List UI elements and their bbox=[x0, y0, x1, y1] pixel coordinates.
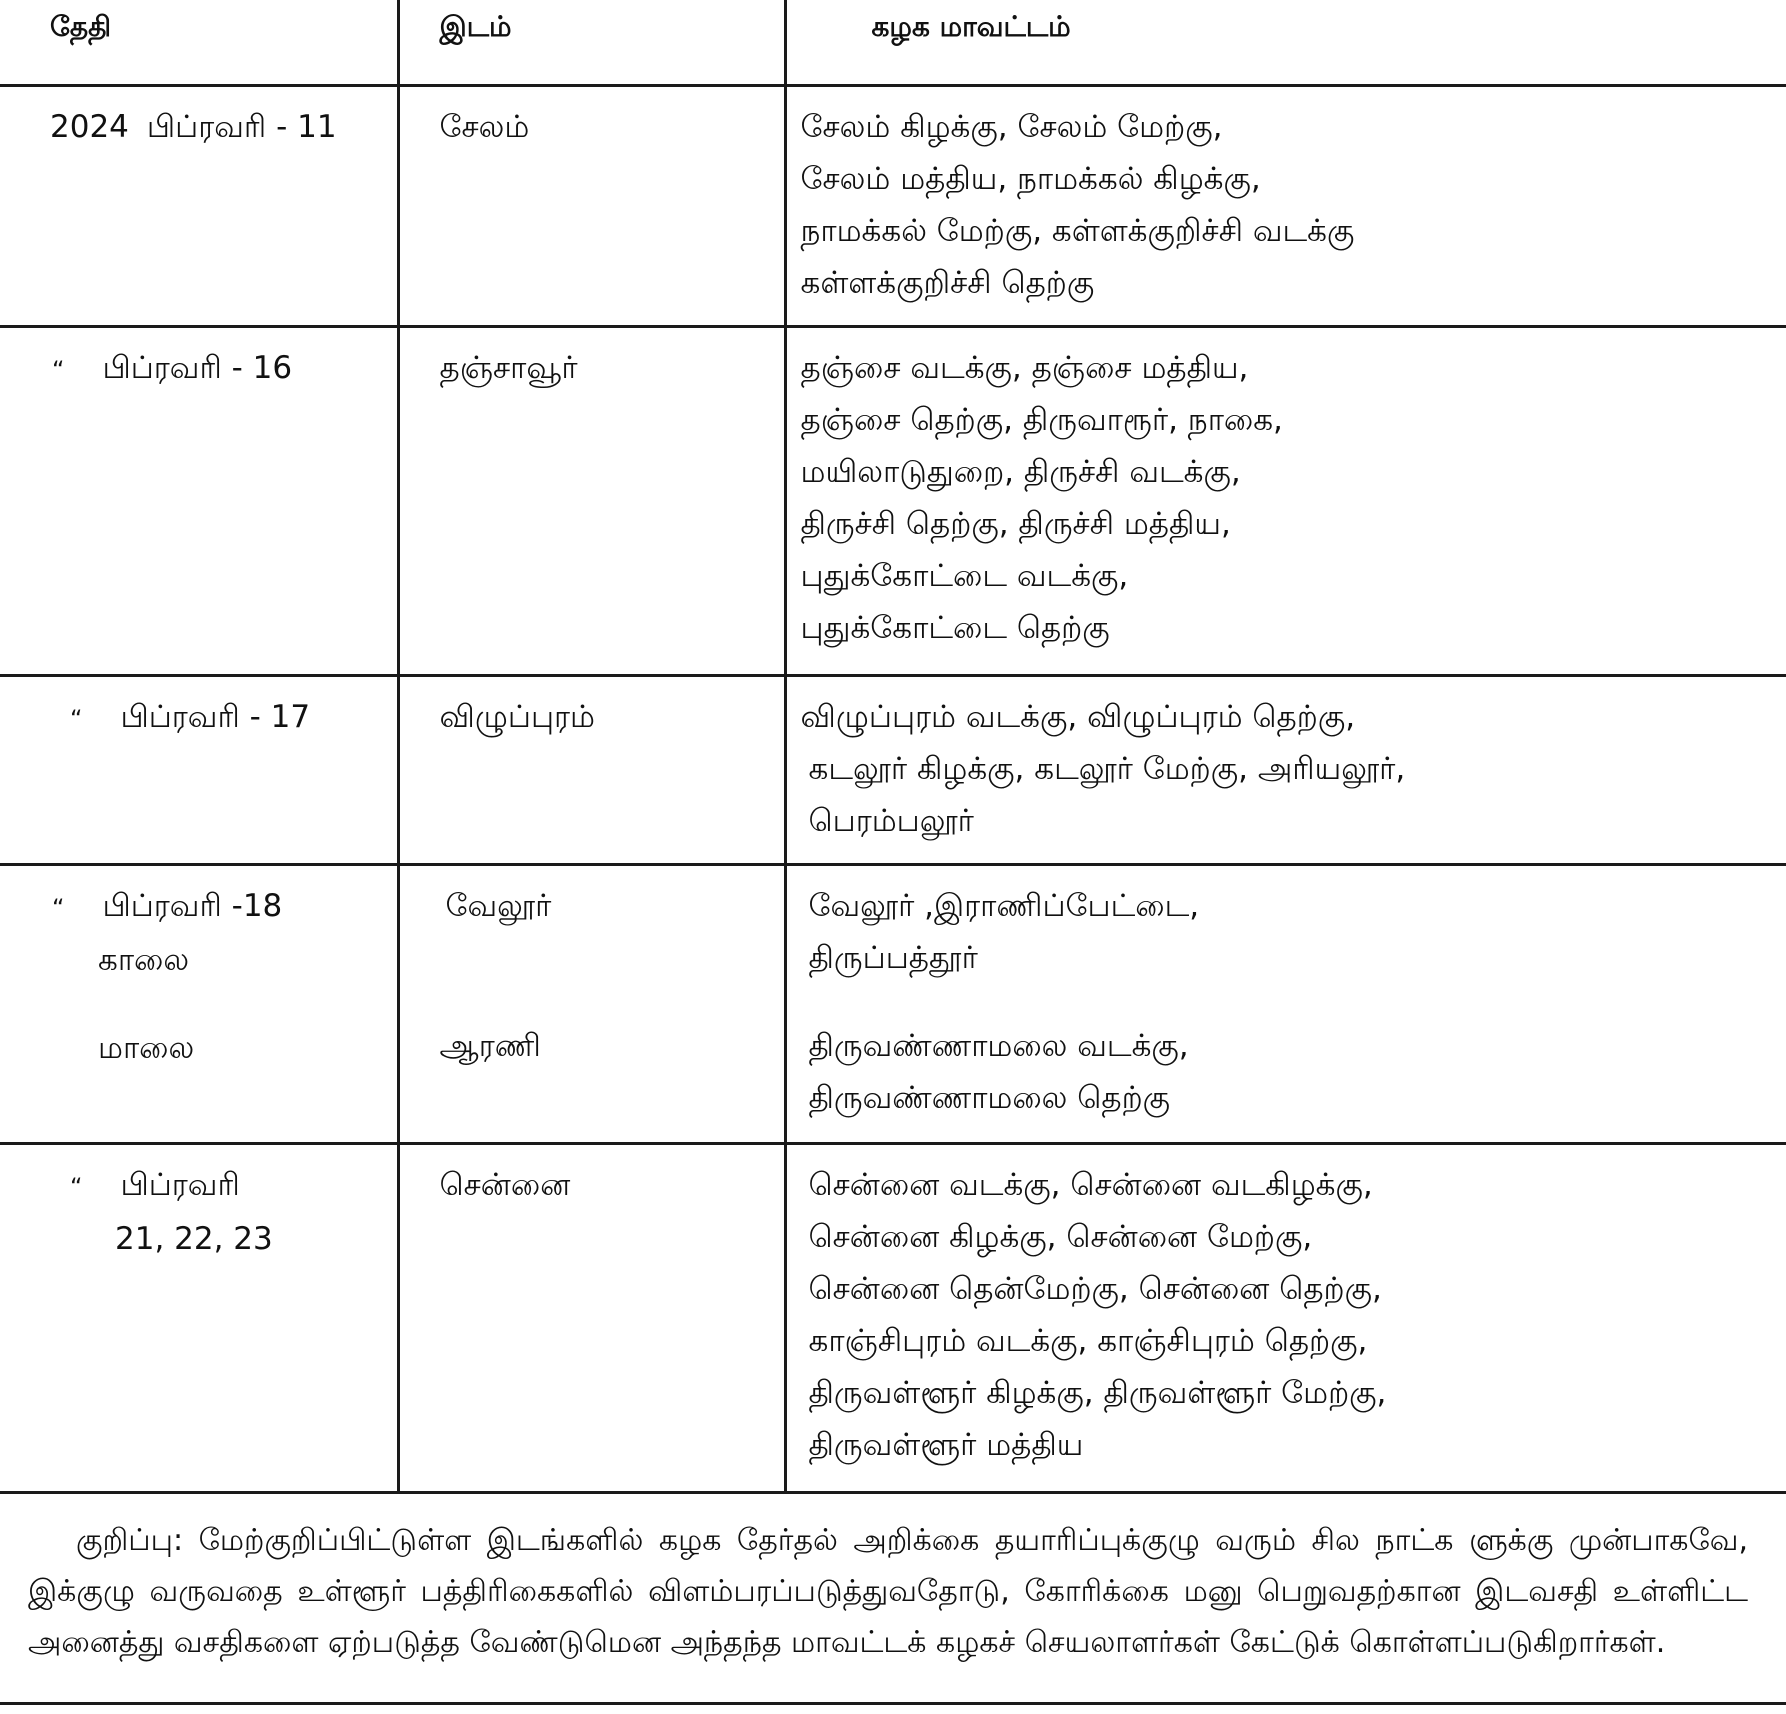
district-line: கள்ளக்குறிச்சி தெற்கு bbox=[800, 265, 1095, 301]
table-row bbox=[0, 865, 1786, 1144]
date-cell bbox=[0, 1144, 398, 1493]
district-line: திருவள்ளூர் மத்திய bbox=[808, 1427, 1084, 1463]
place-cell: சென்னை bbox=[398, 1144, 785, 1493]
date-label: பிப்ரவரி - 11 bbox=[146, 109, 337, 145]
district-line: சேலம் மத்திய, நாமக்கல் கிழக்கு, bbox=[800, 161, 1261, 197]
district-line: மயிலாடுதுறை, திருச்சி வடக்கு, bbox=[800, 454, 1241, 490]
date-label: பிப்ரவரி bbox=[120, 1167, 240, 1203]
table-row bbox=[0, 86, 1786, 327]
district-line: வேலூர் ,இராணிப்பேட்டை, bbox=[808, 888, 1200, 924]
date-cell bbox=[0, 86, 398, 327]
ditto-mark: “ bbox=[70, 705, 83, 733]
place-cell bbox=[398, 865, 785, 1144]
ditto-mark: “ bbox=[52, 356, 65, 384]
header-row bbox=[0, 0, 1786, 86]
ditto-mark: “ bbox=[52, 894, 65, 922]
district-line: நாமக்கல் மேற்கு, கள்ளக்குறிச்சி வடக்கு bbox=[800, 213, 1355, 249]
district-line: திருவண்ணாமலை வடக்கு, bbox=[808, 1028, 1189, 1064]
header-place: இடம் bbox=[398, 0, 785, 86]
district-line: தஞ்சை வடக்கு, தஞ்சை மத்திய, bbox=[800, 350, 1249, 386]
place-cell: விழுப்புரம் bbox=[398, 676, 785, 865]
district-line: கடலூர் கிழக்கு, கடலூர் மேற்கு, அரியலூர், bbox=[808, 751, 1406, 787]
district-line: காஞ்சிபுரம் வடக்கு, காஞ்சிபுரம் தெற்கு, bbox=[808, 1323, 1368, 1359]
date-cell bbox=[0, 865, 398, 1144]
date-cell bbox=[0, 676, 398, 865]
district-line: திருப்பத்தூர் bbox=[808, 940, 978, 976]
district-line: சென்னை வடக்கு, சென்னை வடகிழக்கு, bbox=[808, 1167, 1373, 1203]
ditto-mark: “ bbox=[70, 1173, 83, 1201]
header-district: கழக மாவட்டம் bbox=[785, 0, 1786, 86]
table-row bbox=[0, 327, 1786, 676]
table-row bbox=[0, 676, 1786, 865]
date-label: பிப்ரவரி - 16 bbox=[102, 350, 293, 386]
district-line: புதுக்கோட்டை தெற்கு bbox=[800, 610, 1110, 646]
district-line: திருச்சி தெற்கு, திருச்சி மத்திய, bbox=[800, 506, 1231, 542]
district-cell bbox=[785, 86, 1786, 327]
district-line: திருவள்ளூர் கிழக்கு, திருவள்ளூர் மேற்கு, bbox=[808, 1375, 1387, 1411]
district-line: சென்னை தென்மேற்கு, சென்னை தெற்கு, bbox=[808, 1271, 1382, 1307]
district-line: தஞ்சை தெற்கு, திருவாரூர், நாகை, bbox=[800, 402, 1283, 438]
district-line: விழுப்புரம் வடக்கு, விழுப்புரம் தெற்கு, bbox=[800, 699, 1356, 735]
place-cell: சேலம் bbox=[398, 86, 785, 327]
date-cell bbox=[0, 327, 398, 676]
district-cell bbox=[785, 327, 1786, 676]
year-label: 2024 bbox=[50, 109, 129, 145]
place-evening: ஆரணி bbox=[439, 1028, 541, 1064]
district-cell bbox=[785, 1144, 1786, 1493]
days-label: 21, 22, 23 bbox=[115, 1221, 273, 1257]
place-cell: தஞ்சாவூர் bbox=[398, 327, 785, 676]
district-line: சென்னை கிழக்கு, சென்னை மேற்கு, bbox=[808, 1219, 1313, 1255]
district-line: சேலம் கிழக்கு, சேலம் மேற்கு, bbox=[800, 109, 1223, 145]
evening-label: மாலை bbox=[98, 1030, 195, 1066]
footnote: குறிப்பு: மேற்குறிப்பிட்டுள்ள இடங்களில் கழக தேர்தல் அறிக்கை தயாரிப்புக்குழு வரும் சில நாட்க ளுக்கு முன்பாகவே, இக்குழு வருவதை உள்ளூர் பத்திரிகைகளில் விளம்பரப்படுத்துவதோடு, கோரிக்கை மனு பெறுவதற்கான இடவசதி உள்ளிட்ட அனைத்து வசதிகளை ஏற்படுத்த வேண்டுமென அந்தந்த மாவட்டக் கழகச் செயலாளர்கள் கேட்டுக் கொள்ளப்படுகிறார்கள். bbox=[28, 1523, 1748, 1660]
place-morning: வேலூர் bbox=[445, 888, 552, 924]
header-date: தேதி bbox=[0, 0, 398, 86]
morning-label: காலை bbox=[98, 942, 190, 978]
date-label: பிப்ரவரி - 17 bbox=[120, 699, 311, 735]
district-line: பெரம்பலூர் bbox=[808, 803, 974, 839]
table-row bbox=[0, 1144, 1786, 1493]
district-cell bbox=[785, 865, 1786, 1144]
date-label: பிப்ரவரி -18 bbox=[102, 888, 283, 924]
district-line: திருவண்ணாமலை தெற்கு bbox=[808, 1080, 1171, 1116]
district-line: புதுக்கோட்டை வடக்கு, bbox=[800, 558, 1129, 594]
district-cell bbox=[785, 676, 1786, 865]
bottom-rule bbox=[0, 1702, 1786, 1705]
